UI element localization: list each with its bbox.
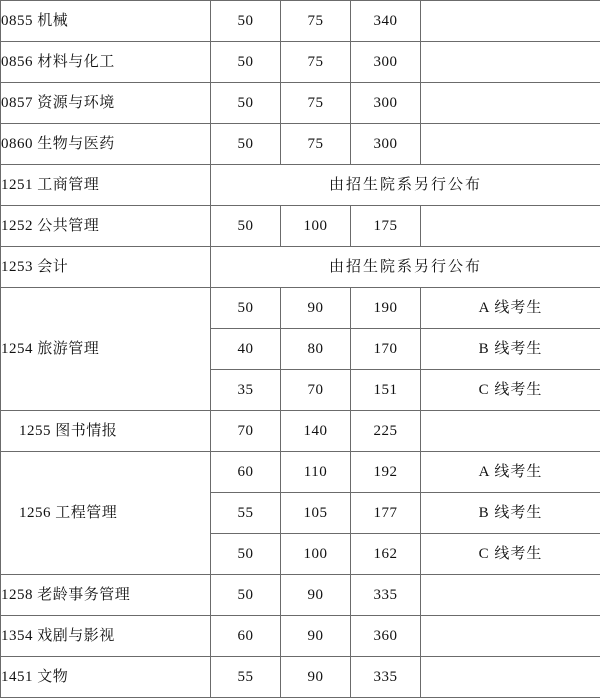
score-cell-s2: 105 — [281, 493, 351, 534]
score-cell-s1: 50 — [211, 42, 281, 83]
score-cell-s1: 50 — [211, 1, 281, 42]
score-cell-s3: 177 — [351, 493, 421, 534]
note-cell — [421, 42, 600, 83]
score-cell-s3: 300 — [351, 42, 421, 83]
major-cell: 1252 公共管理 — [1, 206, 211, 247]
score-cell-s2: 75 — [281, 83, 351, 124]
note-cell — [421, 657, 600, 698]
major-cell: 1255 图书情报 — [1, 411, 211, 452]
table-row — [1, 206, 600, 247]
note-cell — [421, 206, 600, 247]
score-cell-s1: 50 — [211, 206, 281, 247]
score-cell-s2: 75 — [281, 1, 351, 42]
score-cell-s1: 35 — [211, 370, 281, 411]
note-cell — [421, 124, 600, 165]
table-row — [1, 83, 600, 124]
table-row — [1, 452, 600, 493]
score-cell-s3: 300 — [351, 124, 421, 165]
score-cell-s2: 80 — [281, 329, 351, 370]
score-cell-s3: 162 — [351, 534, 421, 575]
score-table-body — [1, 1, 600, 698]
note-cell: C 线考生 — [421, 370, 600, 411]
score-cell-s2: 100 — [281, 534, 351, 575]
table-row — [1, 657, 600, 698]
score-cell-s2: 90 — [281, 616, 351, 657]
score-cell-s2: 90 — [281, 657, 351, 698]
major-cell: 0855 机械 — [1, 1, 211, 42]
score-cell-s2: 100 — [281, 206, 351, 247]
note-cell: B 线考生 — [421, 493, 600, 534]
table-row — [1, 165, 600, 206]
note-cell — [421, 1, 600, 42]
major-cell: 1258 老龄事务管理 — [1, 575, 211, 616]
table-row — [1, 247, 600, 288]
score-cell-s1: 55 — [211, 657, 281, 698]
note-cell: C 线考生 — [421, 534, 600, 575]
major-cell: 1251 工商管理 — [1, 165, 211, 206]
score-cell-s2: 75 — [281, 124, 351, 165]
score-cell-s3: 340 — [351, 1, 421, 42]
note-cell — [421, 616, 600, 657]
major-cell: 1254 旅游管理 — [1, 288, 211, 411]
score-cell-s3: 192 — [351, 452, 421, 493]
score-cell-s1: 55 — [211, 493, 281, 534]
note-cell — [421, 411, 600, 452]
score-cell-s3: 225 — [351, 411, 421, 452]
major-cell: 0860 生物与医药 — [1, 124, 211, 165]
score-cell-s2: 75 — [281, 42, 351, 83]
score-cell-s3: 170 — [351, 329, 421, 370]
score-cell-s2: 110 — [281, 452, 351, 493]
score-cell-s3: 175 — [351, 206, 421, 247]
score-cell-s3: 335 — [351, 575, 421, 616]
major-cell: 0857 资源与环境 — [1, 83, 211, 124]
score-cell-s1: 50 — [211, 124, 281, 165]
score-cell-s2: 140 — [281, 411, 351, 452]
merged-note-cell: 由招生院系另行公布 — [211, 165, 600, 206]
table-row — [1, 616, 600, 657]
major-cell: 0856 材料与化工 — [1, 42, 211, 83]
table-row — [1, 42, 600, 83]
major-cell: 1253 会计 — [1, 247, 211, 288]
score-cell-s1: 50 — [211, 288, 281, 329]
score-cell-s2: 90 — [281, 575, 351, 616]
score-cell-s1: 40 — [211, 329, 281, 370]
score-cell-s3: 190 — [351, 288, 421, 329]
note-cell: A 线考生 — [421, 452, 600, 493]
score-cell-s2: 90 — [281, 288, 351, 329]
score-cell-s3: 360 — [351, 616, 421, 657]
score-cell-s1: 50 — [211, 575, 281, 616]
note-cell: B 线考生 — [421, 329, 600, 370]
note-cell: A 线考生 — [421, 288, 600, 329]
table-row — [1, 575, 600, 616]
score-cell-s2: 70 — [281, 370, 351, 411]
note-cell — [421, 83, 600, 124]
table-row — [1, 288, 600, 329]
score-cell-s1: 50 — [211, 83, 281, 124]
major-cell: 1451 文物 — [1, 657, 211, 698]
score-cell-s1: 70 — [211, 411, 281, 452]
note-cell — [421, 575, 600, 616]
score-cell-s3: 300 — [351, 83, 421, 124]
score-cell-s3: 151 — [351, 370, 421, 411]
table-row — [1, 411, 600, 452]
score-cell-s1: 50 — [211, 534, 281, 575]
score-cell-s1: 60 — [211, 452, 281, 493]
merged-note-cell: 由招生院系另行公布 — [211, 247, 600, 288]
table-row — [1, 1, 600, 42]
score-cell-s3: 335 — [351, 657, 421, 698]
score-cell-s1: 60 — [211, 616, 281, 657]
major-cell: 1354 戏剧与影视 — [1, 616, 211, 657]
major-cell: 1256 工程管理 — [1, 452, 211, 575]
table-row — [1, 124, 600, 165]
